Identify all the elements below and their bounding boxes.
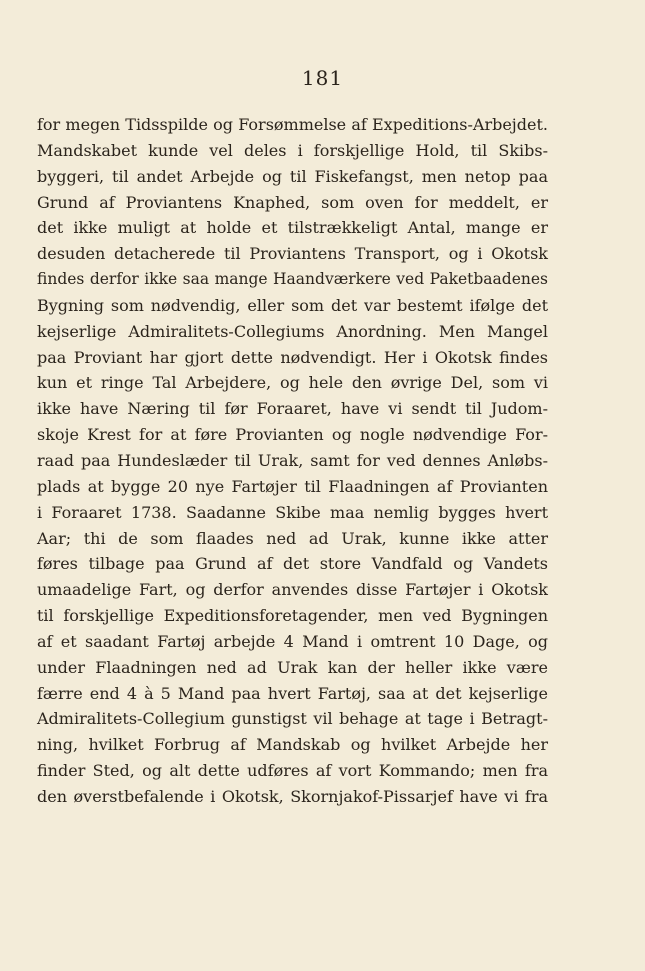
text-line: Bygning som nødvendig, eller som det var bestemt ifølge det xyxy=(37,295,548,315)
text-line: plads at bygge 20 nye Fartøjer til Flaadningen af Provianten xyxy=(37,476,548,496)
text-line: for megen Tidsspilde og Forsømmelse af Expeditions-Arbejdet. xyxy=(37,115,548,134)
text-line: Aar; thi de som flaades ned ad Urak, kunne ikke atter xyxy=(37,528,548,548)
text-line: byggeri, til andet Arbejde og til Fiskefangst, men netop paa xyxy=(37,166,548,186)
text-line: Admiralitets-Collegium gunstigst vil behage at tage i Betragt- xyxy=(37,709,548,729)
text-line: færre end 4 à 5 Mand paa hvert Fartøj, saa at det kejserlige xyxy=(37,683,548,703)
text-line: raad paa Hundeslæder til Urak, samt for ved dennes Anløbs- xyxy=(37,450,548,470)
text-line: Grund af Proviantens Knaphed, som oven for meddelt, er xyxy=(37,192,548,212)
text-line: Mandskabet kunde vel deles i forskjellige Hold, til Skibs- xyxy=(37,140,548,160)
text-line: paa Proviant har gjort dette nødvendigt. Her i Okotsk findes xyxy=(37,347,548,367)
text-line: umaadelige Fart, og derfor anvendes disse Fartøjer i Okotsk xyxy=(37,580,548,600)
text-line: kun et ringe Tal Arbejdere, og hele den øvrige Del, som vi xyxy=(37,373,548,393)
text-line: det ikke muligt at holde et tilstrækkeligt Antal, mange er xyxy=(37,218,548,238)
text-line: skoje Krest for at føre Provianten og nogle nødvendige For- xyxy=(37,425,548,445)
text-line: desuden detacherede til Proviantens Transport, og i Okotsk xyxy=(37,244,548,264)
text-line: findes derfor ikke saa mange Haandværkere ved Paketbaadenes xyxy=(37,270,548,289)
text-line: i Foraaret 1738. Saadanne Skibe maa nemlig bygges hvert xyxy=(37,502,548,522)
text-line: af et saadant Fartøj arbejde 4 Mand i omtrent 10 Dage, og xyxy=(37,631,548,651)
body-text xyxy=(37,112,548,810)
text-line: finder Sted, og alt dette udføres af vort Kommando; men fra xyxy=(37,761,548,781)
text-line: ning, hvilket Forbrug af Mandskab og hvilket Arbejde her xyxy=(37,735,548,755)
page-number: 181 xyxy=(301,66,344,90)
text-line: føres tilbage paa Grund af det store Vandfald og Vandets xyxy=(37,554,548,574)
text-line: kejserlige Admiralitets-Collegiums Anordning. Men Mangel xyxy=(37,321,548,341)
text-line: ikke have Næring til før Foraaret, have vi sendt til Judom- xyxy=(37,399,548,419)
text-line: under Flaadningen ned ad Urak kan der heller ikke være xyxy=(37,657,548,677)
text-line: den øverstbefalende i Okotsk, Skornjakof-Pissarjef have vi fra xyxy=(37,786,548,806)
text-line: til forskjellige Expeditionsforetagender, men ved Bygningen xyxy=(37,606,548,626)
